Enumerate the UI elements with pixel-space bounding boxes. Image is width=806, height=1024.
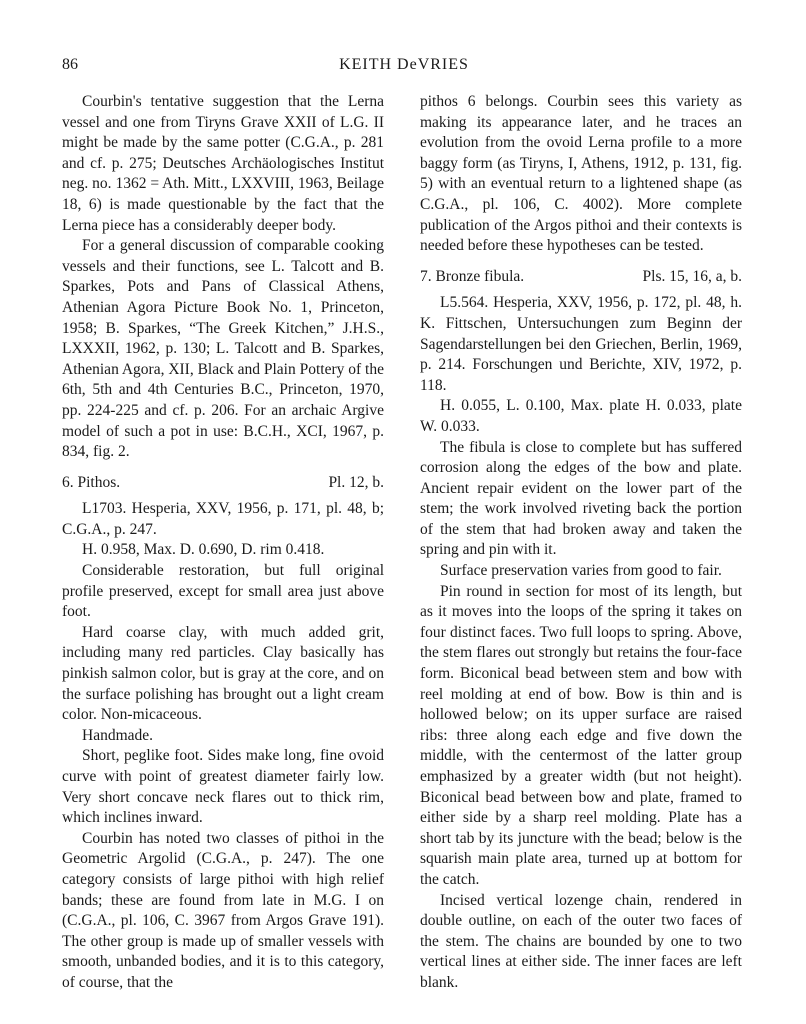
paragraph: Handmade. (82, 726, 154, 744)
paragraph: Considerable restoration, but full original profile preserved, except for small area just above foot. (62, 562, 384, 621)
running-head: KEITH DeVRIES (339, 56, 469, 73)
paragraph: H. 0.055, L. 0.100, Max. plate H. 0.033, plate W. 0.033. (420, 397, 742, 435)
page-header (62, 56, 746, 78)
paragraph: For a general discussion of comparable cooking vessels and their functions, see L. Talcott and B. Sparkes, Pots and Pans of Classical Athens, Athenian Agora Picture Book No. 1, Princeton, 1958; B. Sparkes, “The Greek Kitchen,” J.H.S., LXXXII, 1962, p. 130; L. Talcott and B. Sparkes, Athenian Agora, XII, Black and Plain Pottery of the 6th, 5th and 4th Centuries B.C., Princeton, 1970, pp. 224-225 and cf. p. 206. For an archaic Argive model of such a pot in use: B.C.H., XCI, 1967, p. 834, fig. 2. (62, 237, 384, 461)
right-column (420, 92, 742, 994)
entry-title: 7. Bronze fibula. (420, 267, 525, 285)
entry-title: 6. Pithos. (62, 473, 121, 491)
left-column (62, 92, 384, 994)
paragraph: H. 0.958, Max. D. 0.690, D. rim 0.418. (82, 541, 325, 559)
paragraph: Incised vertical lozenge chain, rendered in double outline, on each of the outer two faces of the stem. The chains are bounded by one to two vertical lines at either side. The inner faces are left blank. (420, 891, 742, 991)
paragraph: The fibula is close to complete but has suffered corrosion along the edges of the bow and plate. Ancient repair evident on the lower part of the stem; the work involved riveting back the portion of the stem that had broken away and taken the spring and pin with it. (420, 438, 742, 559)
entry-plate-ref: Pl. 12, b. (328, 473, 384, 491)
paragraph: Pin round in section for most of its length, but as it moves into the loops of the spring it takes on four distinct faces. Two full loops to spring. Above, the stem flares out strongly but retains the four-face form. Biconical bead between stem and bow with reel molding at end of bow. Bow is thin and is hollowed below; on its upper surface are raised ribs: three along each edge and five down the middle, with the centermost of the latter group emphasized by a greater width (but not height). Biconical bead between bow and plate, framed to either side by a sharp reel molding. Plate has a short tab by its juncture with the bead; below is the squarish main plate area, turned up at bottom for the catch. (420, 582, 742, 888)
paragraph: Courbin has noted two classes of pithoi in the Geometric Argolid (C.G.A., p. 247). The one category consists of large pithoi with high relief bands; these are found from late in M.G. I on (C.G.A., pl. 106, C. 3967 from Argos Grave 191). The other group is made up of smaller vessels with smooth, unbanded bodies, and it is to this category, of course, that the (62, 829, 384, 991)
entry-plate-ref: Pls. 15, 16, a, b. (642, 267, 742, 285)
paragraph: Courbin's tentative suggestion that the Lerna vessel and one from Tiryns Grave XXII of L.G. II might be made by the same potter (C.G.A., p. 281 and cf. p. 275; Deutsches Archäologisches Institut neg. no. 1362 = Ath. Mitt., LXXVIII, 1963, Beilage 18, 6) is made questionable by the fact that the Lerna piece has a considerably deeper body. (62, 93, 384, 234)
paragraph: Short, peglike foot. Sides make long, fine ovoid curve with point of greatest diameter fairly low. Very short concave neck flares out to thick rim, which inclines inward. (62, 747, 384, 827)
paragraph: Hard coarse clay, with much added grit, including many red particles. Clay basically has pinkish salmon color, but is gray at the core, and on the surface polishing has brought out a light cream color. Non-micaceous. (62, 623, 384, 724)
paragraph: L1703. Hesperia, XXV, 1956, p. 171, pl. 48, b; C.G.A., p. 247. (62, 500, 384, 538)
paragraph: Surface preservation varies from good to fair. (440, 562, 722, 580)
page-number: 86 (62, 56, 78, 73)
catalog-entry-heading (62, 473, 384, 494)
paragraph: pithos 6 belongs. Courbin sees this variety as making its appearance later, and he traces an evolution from the ovoid Lerna profile to a more baggy form (as Tiryns, I, Athens, 1912, p. 131, fig. 5) with an eventual return to a lightened shape (as C.G.A., pl. 106, C. 4002). More complete publication of the Argos pithoi and their contexts is needed before these hypotheses can be tested. (420, 93, 742, 255)
catalog-entry-heading (420, 267, 742, 288)
paragraph: L5.564. Hesperia, XXV, 1956, p. 172, pl. 48, h. K. Fittschen, Untersuchungen zum Beginn der Sagendarstellungen bei den Griechen, Berlin, 1969, p. 214. Forschungen und Berichte, XIV, 1972, p. 118. (420, 294, 742, 394)
